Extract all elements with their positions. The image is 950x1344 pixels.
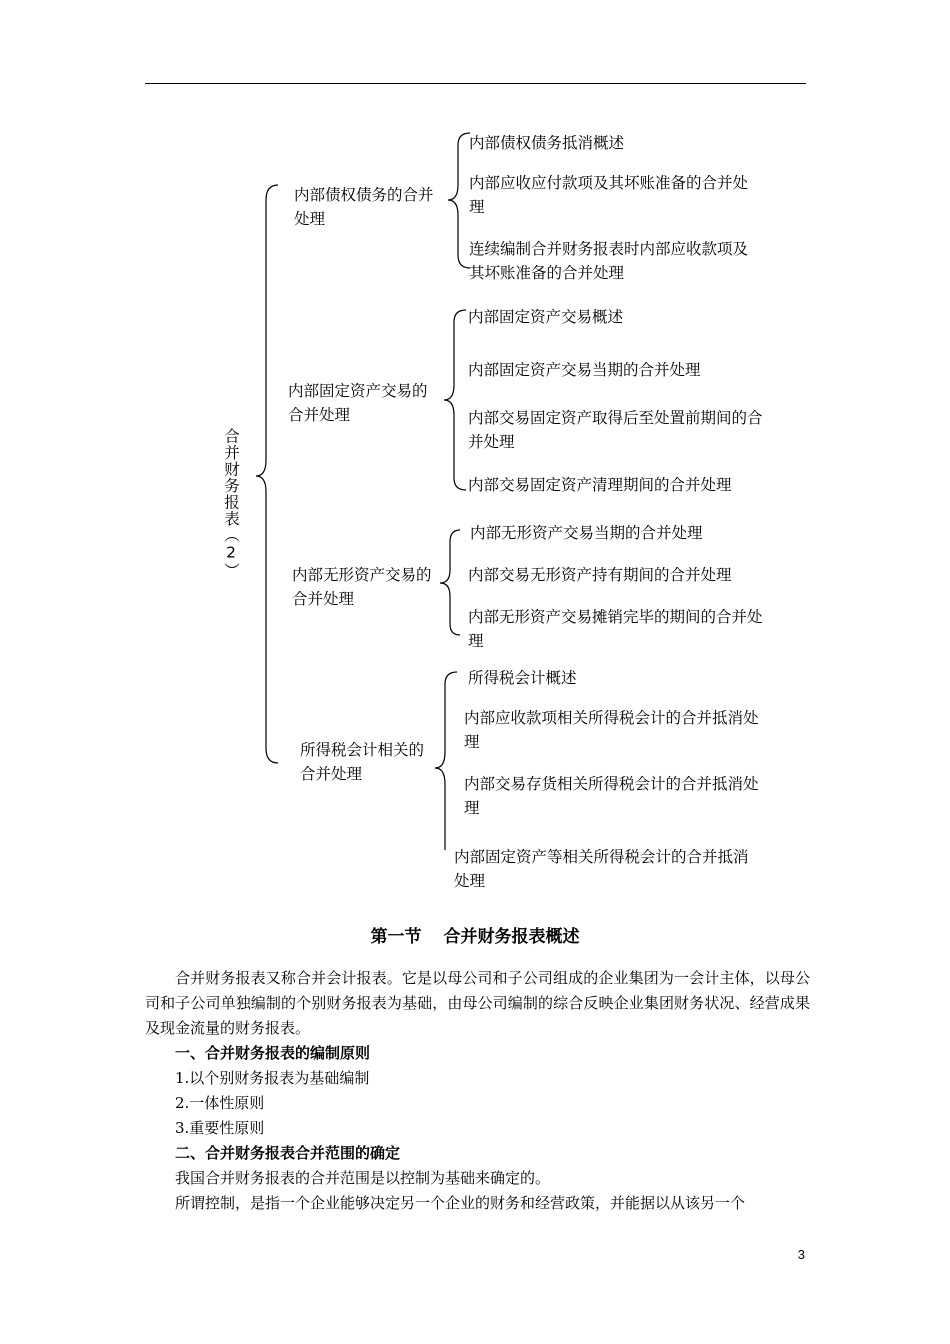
intro-paragraph: 合并财务报表又称合并会计报表。它是以母公司和子公司组成的企业集团为一会计主体，以母公司和子公司单独编制的个别财务报表为基础，由母公司编制的综合反映企业集团财务状况、经营成果及现金流量的财务报表。 [145, 969, 810, 1037]
branch-4-child-1: 所得税会计概述 [468, 669, 577, 687]
branch-2-label: 内部固定资产交易的合并处理 [288, 382, 428, 424]
brace-branch-3 [440, 530, 460, 635]
branch-3-label: 内部无形资产交易的合并处理 [292, 566, 432, 608]
brace-branch-1 [448, 133, 470, 268]
mindmap-root: 合并财务报表（2） [222, 428, 240, 579]
section-title-text: 合并财务报表概述 [443, 927, 580, 947]
heading-principles: 一、合并财务报表的编制原则 [175, 1044, 371, 1062]
section-title [0, 922, 950, 947]
branch-1-child-1: 内部债权债务抵消概述 [469, 134, 625, 152]
principle-2: 2.一体性原则 [175, 1094, 265, 1112]
branch-1-child-3: 连续编制合并财务报表时内部应收款项及其坏账准备的合并处理 [469, 240, 749, 282]
branch-3-child-2: 内部交易无形资产持有期间的合并处理 [468, 566, 732, 584]
principle-1: 1.以个别财务报表为基础编制 [175, 1069, 370, 1087]
branch-3-child-3: 内部无形资产交易摊销完毕的期间的合并处理 [468, 608, 763, 650]
branch-1-label: 内部债权债务的合并处理 [294, 186, 434, 228]
branch-4-label: 所得税会计相关的合并处理 [300, 741, 425, 783]
principle-3: 3.重要性原则 [175, 1119, 265, 1137]
root-brace [256, 185, 278, 763]
brace-branch-2 [444, 310, 466, 490]
control-text: 所谓控制，是指一个企业能够决定另一个企业的财务和经营政策，并能据以从该另一个 [175, 1194, 746, 1212]
branch-4-child-3: 内部交易存货相关所得税会计的合并抵消处理 [464, 775, 759, 817]
brace-branch-4 [435, 672, 457, 850]
heading-scope: 二、合并财务报表合并范围的确定 [175, 1144, 401, 1162]
branch-1-child-2: 内部应收应付款项及其坏账准备的合并处理 [469, 174, 749, 216]
branch-2-child-1: 内部固定资产交易概述 [468, 308, 624, 326]
branch-4-child-2: 内部应收款项相关所得税会计的合并抵消处理 [464, 709, 759, 751]
branch-2-child-3: 内部交易固定资产取得后至处置前期间的合并处理 [468, 409, 763, 451]
section-number: 第一节 [370, 927, 422, 947]
section-body [145, 966, 810, 1216]
branch-4-child-4: 内部固定资产等相关所得税会计的合并抵消处理 [454, 848, 749, 890]
branch-3-child-1: 内部无形资产交易当期的合并处理 [470, 524, 703, 542]
branch-2-child-2: 内部固定资产交易当期的合并处理 [468, 361, 701, 379]
page-number: 3 [797, 1247, 805, 1262]
scope-text: 我国合并财务报表的合并范围是以控制为基础来确定的。 [175, 1169, 551, 1187]
branch-2-child-4: 内部交易固定资产清理期间的合并处理 [468, 476, 732, 494]
